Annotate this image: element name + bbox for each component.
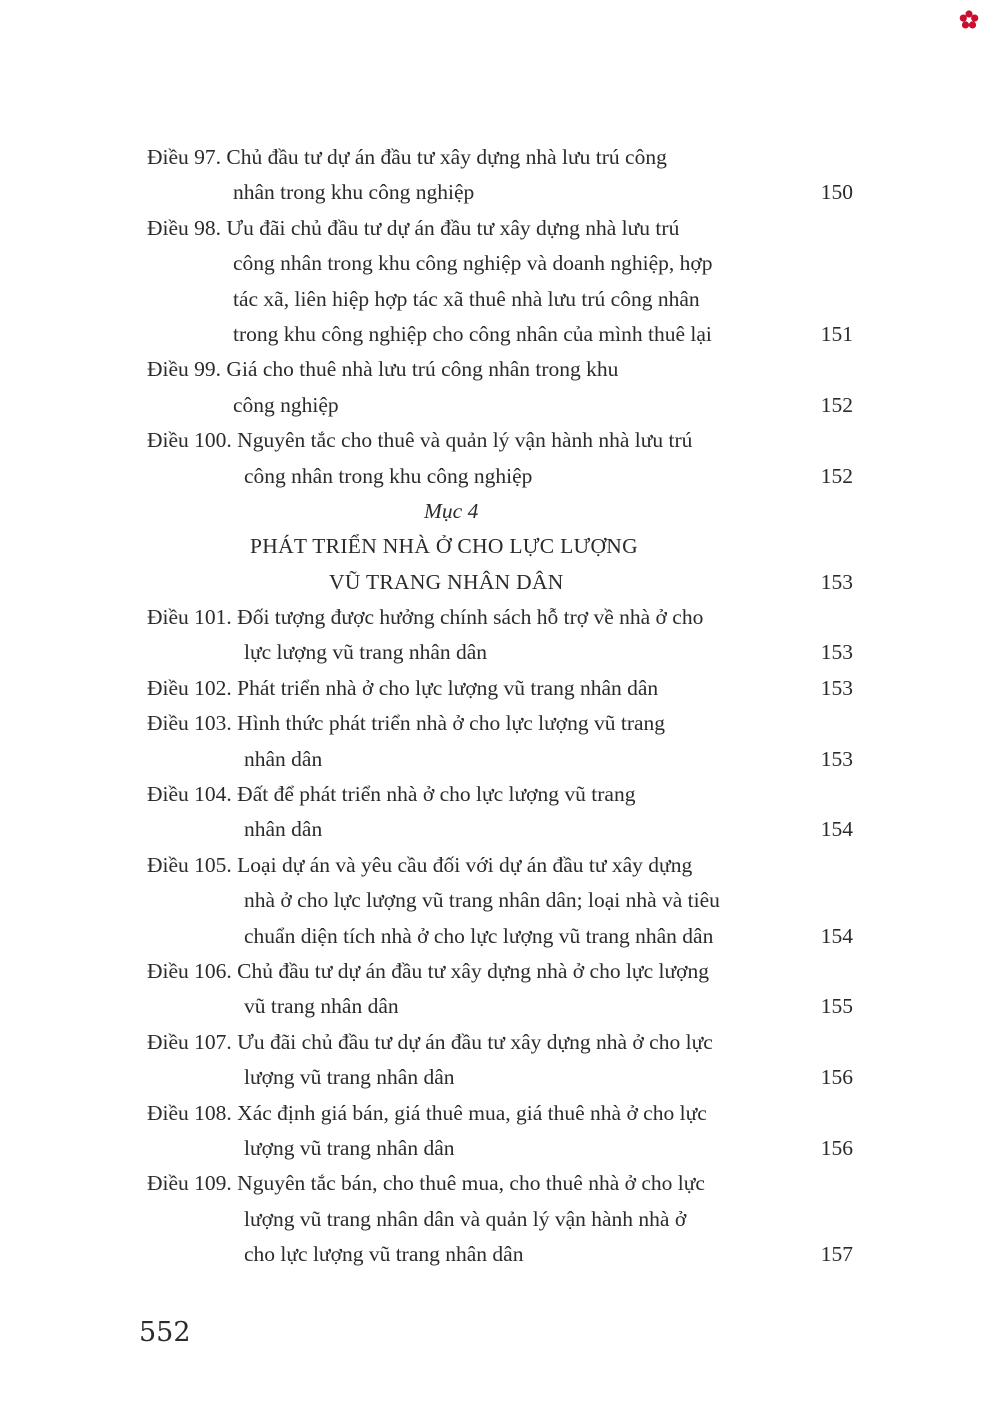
- flower-icon: [958, 9, 980, 31]
- section-title-line-2: VŨ TRANG NHÂN DÂN: [329, 569, 564, 594]
- toc-entry-label: Điều 109.: [147, 1171, 232, 1196]
- toc-entry-page-number: 154: [820, 817, 853, 842]
- toc-entry-page-number: 153: [820, 746, 853, 771]
- toc-entry-text: Giá cho thuê nhà lưu trú công nhân trong khu: [226, 357, 619, 382]
- toc-entry-text: trong khu công nghiệp cho công nhân của mình thuê lại: [233, 321, 712, 346]
- toc-entry-label: Điều 104.: [147, 782, 232, 807]
- toc-entry-text: nhân trong khu công nghiệp: [233, 180, 475, 205]
- toc-entry: [147, 954, 853, 1025]
- toc-entry-text: lượng vũ trang nhân dân: [244, 1065, 455, 1090]
- toc-entry-line: [147, 175, 853, 210]
- toc-entry-page-number: 156: [820, 1065, 853, 1090]
- toc-entry-line: [147, 919, 853, 954]
- toc-entry-text: công nghiệp: [233, 392, 339, 417]
- toc-entry-page-number: 155: [820, 994, 853, 1019]
- toc-entry-page-number: 150: [820, 180, 853, 205]
- toc-entry-line: [147, 1096, 853, 1131]
- toc-entry-line: [147, 423, 853, 458]
- section-page-number: 153: [820, 569, 853, 594]
- toc-entry-page-number: 156: [820, 1135, 853, 1160]
- toc-entry-text: Ưu đãi chủ đầu tư dự án đầu tư xây dựng nhà ở cho lực: [237, 1029, 713, 1054]
- toc-entry-label: Điều 99.: [147, 357, 222, 382]
- toc-entry-line: [147, 635, 853, 670]
- toc-entry: [147, 671, 853, 706]
- toc-entry-line: [147, 1237, 853, 1272]
- toc-entry-text: cho lực lượng vũ trang nhân dân: [244, 1242, 524, 1267]
- toc-entry: [147, 706, 853, 777]
- toc-entry-label: Điều 108.: [147, 1100, 232, 1125]
- toc-entry-label: Điều 106.: [147, 958, 232, 983]
- toc-entry-label: Điều 98.: [147, 215, 222, 240]
- toc-entry-text: vũ trang nhân dân: [244, 994, 399, 1019]
- toc-entry-text: Ưu đãi chủ đầu tư dự án đầu tư xây dựng nhà lưu trú: [226, 215, 680, 240]
- toc-entry-line: [147, 989, 853, 1024]
- toc-entry-text: nhà ở cho lực lượng vũ trang nhân dân; loại nhà và tiêu: [244, 888, 720, 913]
- toc-entry-label: Điều 105.: [147, 852, 232, 877]
- toc-entry-line: [147, 848, 853, 883]
- toc-entry: [147, 777, 853, 848]
- toc-entry-line: [147, 671, 853, 706]
- toc-entry-label: Điều 97.: [147, 145, 222, 169]
- toc-entry-page-number: 152: [820, 463, 853, 488]
- toc-entry-line: [147, 954, 853, 989]
- section-label: Mục 4: [424, 498, 479, 523]
- toc-entry-text: Đất để phát triển nhà ở cho lực lượng vũ trang: [237, 782, 636, 807]
- toc-entry-text: Chủ đầu tư dự án đầu tư xây dựng nhà lưu trú công: [226, 145, 667, 169]
- toc-entry-line: [147, 812, 853, 847]
- toc-entry-page-number: 152: [820, 392, 853, 417]
- toc-entry-text: tác xã, liên hiệp hợp tác xã thuê nhà lưu trú công nhân: [233, 286, 700, 311]
- toc-entry: [147, 423, 853, 494]
- toc-entry-page-number: 157: [820, 1242, 853, 1267]
- toc-entry-line: [147, 1131, 853, 1166]
- toc-entry-text: lực lượng vũ trang nhân dân: [244, 640, 488, 665]
- toc-entry-page-number: 153: [820, 640, 853, 665]
- toc-entry-line: [147, 600, 853, 635]
- toc-entry: [147, 848, 853, 954]
- toc-entry-text: Phát triển nhà ở cho lực lượng vũ trang nhân dân: [237, 675, 659, 700]
- toc-entries-part-1: [147, 140, 853, 494]
- toc-entry-page-number: 154: [820, 923, 853, 948]
- toc-entry-text: Loại dự án và yêu cầu đối với dự án đầu tư xây dựng: [237, 852, 693, 877]
- toc-entry: [147, 140, 853, 211]
- toc-entry-line: [147, 706, 853, 741]
- toc-entry-text: công nhân trong khu công nghiệp: [244, 463, 533, 488]
- toc-entry-line: [147, 1025, 853, 1060]
- toc-entry-line: [147, 742, 853, 777]
- toc-entry-text: Chủ đầu tư dự án đầu tư xây dựng nhà ở cho lực lượng: [237, 958, 709, 983]
- page-number: 552: [139, 1317, 191, 1348]
- toc-entry-label: Điều 102.: [147, 675, 232, 700]
- toc-entry-line: [147, 883, 853, 918]
- toc-entry-line: [147, 282, 853, 317]
- toc-entry: [147, 352, 853, 423]
- toc-entry-text: lượng vũ trang nhân dân: [244, 1135, 455, 1160]
- section-heading: [147, 494, 853, 600]
- toc-entry-line: [147, 352, 853, 387]
- toc-entries-part-2: [147, 600, 853, 1272]
- toc-entry-text: nhân dân: [244, 746, 323, 771]
- toc-entry-line: [147, 777, 853, 812]
- table-of-contents: [147, 140, 853, 1273]
- toc-entry-page-number: 151: [820, 321, 853, 346]
- toc-entry-line: [147, 1166, 853, 1201]
- toc-entry-text: Hình thức phát triển nhà ở cho lực lượng vũ trang: [237, 711, 666, 736]
- toc-entry-line: [147, 211, 853, 246]
- toc-entry-line: [147, 388, 853, 423]
- toc-entry: [147, 600, 853, 671]
- toc-entry-line: [147, 317, 853, 352]
- toc-entry-label: Điều 101.: [147, 605, 232, 630]
- toc-entry: [147, 1025, 853, 1096]
- toc-entry-text: Nguyên tắc cho thuê và quản lý vận hành nhà lưu trú: [237, 428, 693, 453]
- toc-entry-text: công nhân trong khu công nghiệp và doanh nghiệp, hợp: [233, 251, 713, 276]
- toc-entry-label: Điều 103.: [147, 711, 232, 736]
- toc-entry-text: Xác định giá bán, giá thuê mua, giá thuê nhà ở cho lực: [237, 1100, 707, 1125]
- section-title-line-2-row: [147, 565, 853, 600]
- section-title-line-1: PHÁT TRIỂN NHÀ Ở CHO LỰC LƯỢNG: [250, 534, 638, 559]
- toc-entry-line: [147, 459, 853, 494]
- toc-entry-line: [147, 1060, 853, 1095]
- toc-entry: [147, 1166, 853, 1272]
- toc-entry-text: lượng vũ trang nhân dân và quản lý vận hành nhà ở: [244, 1206, 687, 1231]
- toc-entry-text: Nguyên tắc bán, cho thuê mua, cho thuê nhà ở cho lực: [237, 1171, 705, 1196]
- toc-entry: [147, 211, 853, 353]
- toc-entry-line: [147, 1202, 853, 1237]
- toc-entry-label: Điều 100.: [147, 428, 232, 453]
- toc-entry-page-number: 153: [820, 675, 853, 700]
- toc-entry-label: Điều 107.: [147, 1029, 232, 1054]
- toc-entry-line: [147, 246, 853, 281]
- toc-entry-text: Đối tượng được hưởng chính sách hỗ trợ về nhà ở cho: [237, 605, 704, 630]
- toc-entry-text: chuẩn diện tích nhà ở cho lực lượng vũ trang nhân dân: [244, 923, 714, 948]
- toc-entry: [147, 1096, 853, 1167]
- toc-entry-line: [147, 140, 853, 175]
- toc-entry-text: nhân dân: [244, 817, 323, 842]
